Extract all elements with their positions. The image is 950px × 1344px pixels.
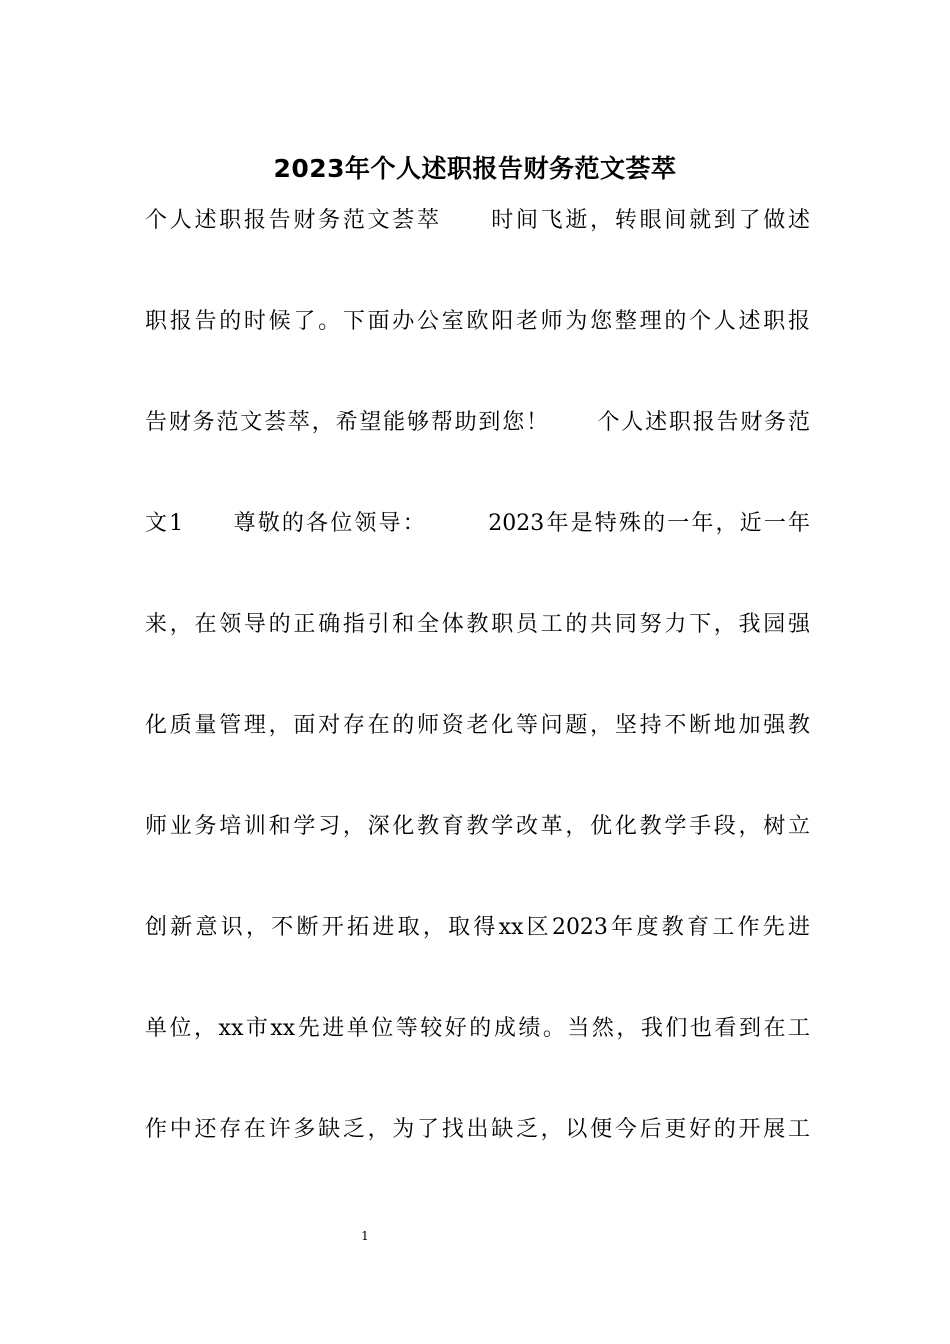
document-title: 2023年个人述职报告财务范文荟萃 <box>273 153 677 183</box>
body-line: 作中还存在许多缺乏，为了找出缺乏，以便今后更好的开展工 <box>145 1117 810 1142</box>
body-line: 创新意识，不断开拓进取，取得xx区2023年度教育工作先进 <box>145 915 810 940</box>
body-line: 职报告的时候了。下面办公室欧阳老师为您整理的个人述职报 <box>145 309 810 334</box>
body-line: 文1 尊敬的各位领导： 2023年是特殊的一年，近一年 <box>145 511 810 536</box>
body-line: 单位，xx市xx先进单位等较好的成绩。当然，我们也看到在工 <box>145 1016 810 1041</box>
body-line: 来，在领导的正确指引和全体教职员工的共同努力下，我园强 <box>145 612 810 637</box>
page-number: 1 <box>361 1229 369 1243</box>
body-line: 个人述职报告财务范文荟萃 时间飞逝，转眼间就到了做述 <box>145 208 810 233</box>
body-line: 告财务范文荟萃，希望能够帮助到您！ 个人述职报告财务范 <box>145 410 810 435</box>
body-line: 化质量管理，面对存在的师资老化等问题，坚持不断地加强教 <box>145 713 810 738</box>
body-line: 师业务培训和学习，深化教育教学改革，优化教学手段，树立 <box>145 814 810 839</box>
document-body <box>145 196 810 1206</box>
